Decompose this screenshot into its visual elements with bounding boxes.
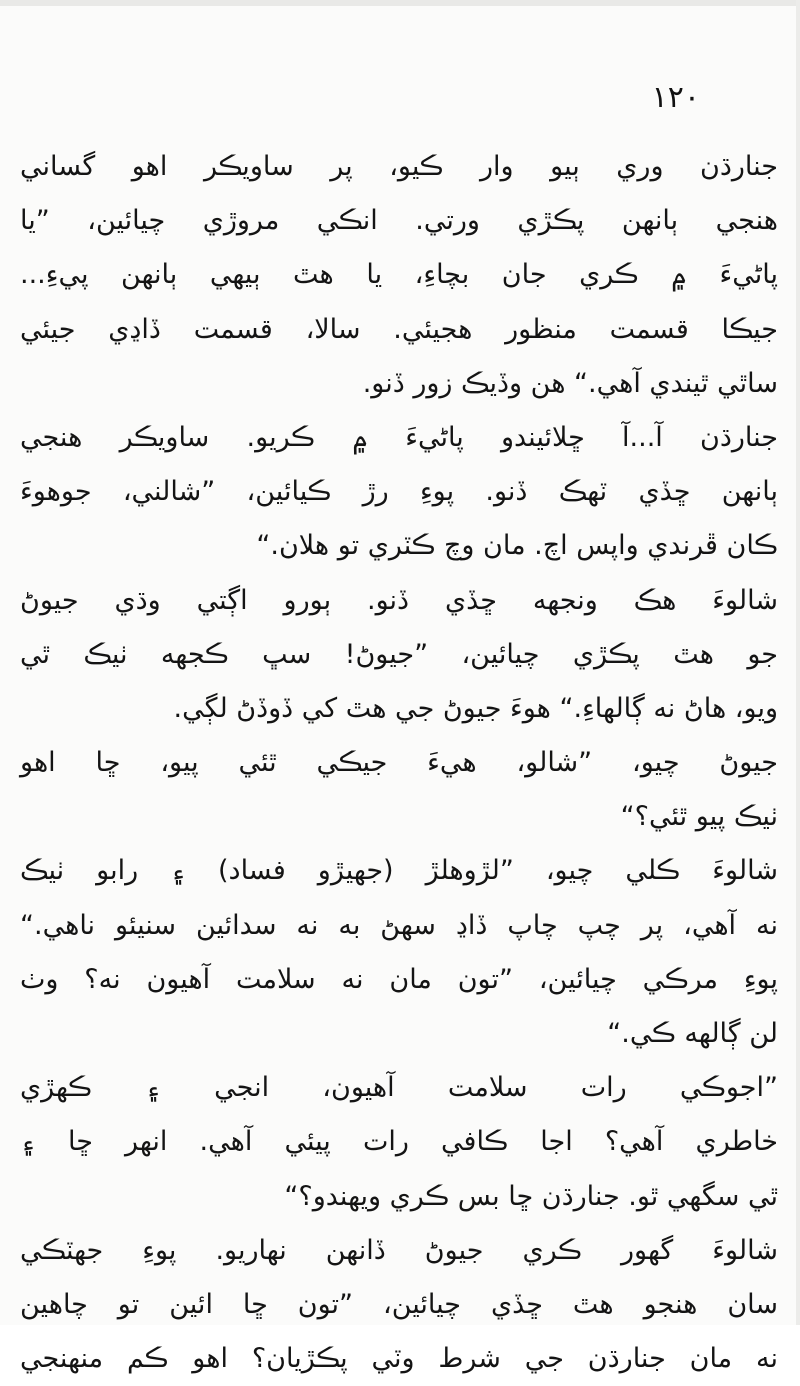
text-line: ساٿي ٿيندي آهي.“ هن وڏيڪ زور ڏنو. xyxy=(362,367,778,399)
text-line: پاڻيءَ ۾ ڪري جان بچاءِ، يا هٿ ٻيهي ٻانهن پيءِ... xyxy=(20,259,778,291)
text-line: لن ڳالهه ڪي.“ xyxy=(607,1018,778,1049)
text-line: ٿي سگهي ٿو. جنارڌن ڇا بس ڪري ويهندو؟“ xyxy=(284,1180,778,1212)
page-number: ١٢٠ xyxy=(651,80,700,115)
text-line: نه مان جنارڌن جي شرط وٽي پڪڙيان؟ اهو ڪم منهنجي xyxy=(20,1343,778,1375)
page-edge xyxy=(0,0,800,6)
text-line: جو هٿ پڪڙي چيائين، ”جيوڻ! سڀ ڪجهه ٺيڪ ٿي xyxy=(20,638,778,670)
text-line: خاطري آهي؟ اجا ڪافي رات پيئي آهي. انهر ڇا ۽ xyxy=(20,1126,778,1158)
page-edge xyxy=(796,0,800,1325)
text-line: سان هنجو هٿ ڇڏي چيائين، ”تون ڇا ائين تو چاهين xyxy=(20,1288,778,1320)
text-line: هنجي ٻانهن پڪڙي ورتي. انڪي مروڙي چيائين، ”يا xyxy=(20,205,778,237)
text-line: شالوءَ ڪلي چيو، ”لڙوهلڙ (جهيڙو فساد) ۽ رابو ٺيڪ xyxy=(20,855,778,887)
text-line: شالوءَ هڪ ونجهه ڇڏي ڏنو. ٻورو اڳتي وڌي جيوڻ xyxy=(20,584,778,616)
text-line: جنارڌن آ...آ ڇلائيندو پاڻيءَ ۾ ڪريو. ساويڪر هنجي xyxy=(20,421,778,453)
text-line: ٺيڪ پيو ٿئي؟“ xyxy=(620,801,778,833)
text-line: ٻانهن ڇڏي ٽهڪ ڏنو. پوءِ رڙ ڪيائين، ”شالني، جوهوءَ xyxy=(20,476,778,508)
text-line: جيوڻ چيو، ”شالو، هيءَ جيڪي ٿئي پيو، ڇا اهو xyxy=(20,747,778,779)
body-text xyxy=(20,140,778,1386)
text-line: ”اجوڪي رات سلامت آهيون، انجي ۽ ڪهڙي xyxy=(20,1072,778,1104)
text-line: ويو، هاڻ نه ڳالهاءِ.“ هوءَ جيوڻ جي هٿ کي ڏوڏڻ لڳي. xyxy=(173,692,778,724)
text-line: نه آهي، پر چپ چاپ ڏاڍ سهڻ به نه سدائين سنيئو ناهي.“ xyxy=(20,909,778,941)
text-line: ڪان ڦرندي واپس اچ. مان وچ ڪٽري تو هلان.“ xyxy=(256,530,778,562)
text-line: جنارڌن وري ٻيو وار ڪيو، پر ساويڪر اهو گساني xyxy=(20,151,778,182)
text-line: پوءِ مرڪي چيائين، ”تون مان نه سلامت آهيون نه؟ وٺ xyxy=(20,963,778,995)
text-line: جيڪا قسمت منظور هجيئي. سالا، قسمت ڏاڍي جيئي xyxy=(20,313,778,345)
text-line: شالوءَ گهور ڪري جيوڻ ڏانهن نهاريو. پوءِ جهٽڪي xyxy=(20,1234,778,1266)
